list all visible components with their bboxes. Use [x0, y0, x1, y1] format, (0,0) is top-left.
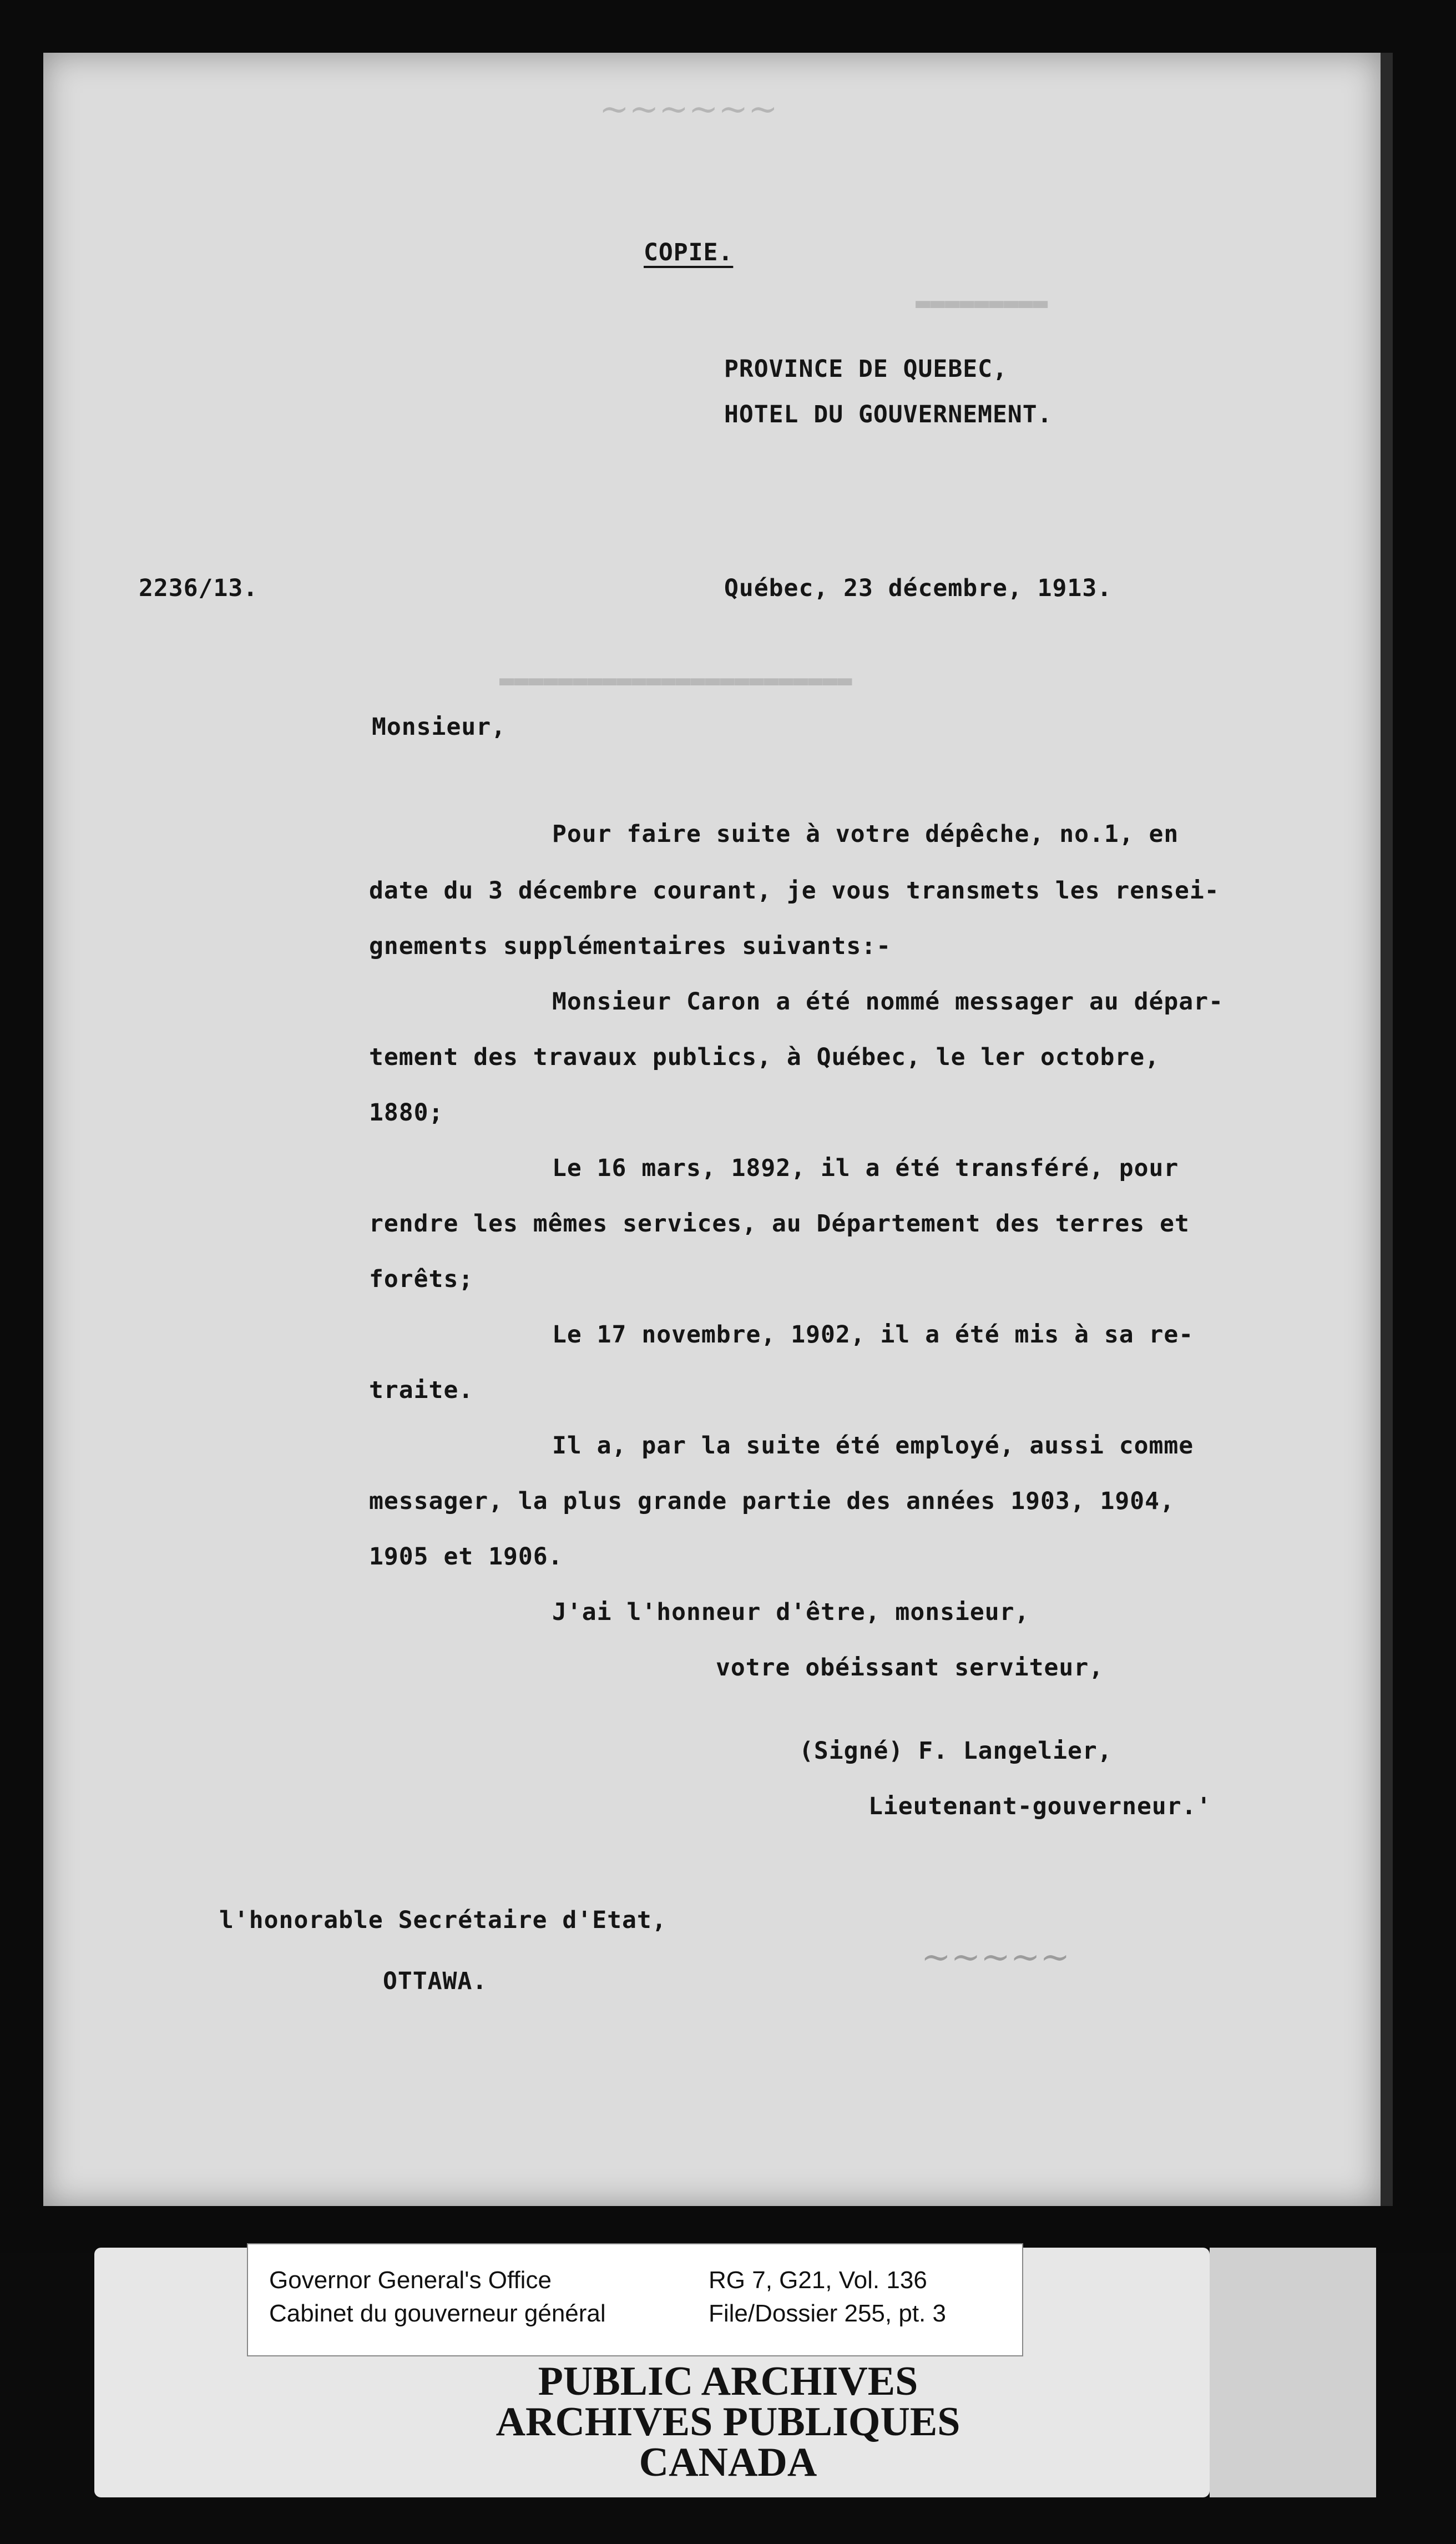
body-line: traite.	[369, 1376, 474, 1404]
body-line: forêts;	[369, 1265, 474, 1293]
sender-line-2: HOTEL DU GOUVERNEMENT.	[724, 401, 1053, 428]
body-line: gnements supplémentaires suivants:-	[369, 932, 892, 960]
show-through-text: ▬▬▬▬▬▬▬▬▬	[916, 289, 1048, 317]
office-french: Cabinet du gouverneur général	[269, 2300, 606, 2327]
archive-file: File/Dossier 255, pt. 3	[709, 2300, 946, 2327]
sender-line-1: PROVINCE DE QUEBEC,	[724, 355, 1008, 383]
body-line: Monsieur Caron a été nommé messager au dépar-	[552, 988, 1224, 1016]
salutation: Monsieur,	[372, 713, 506, 741]
body-line: messager, la plus grande partie des années 1903, 1904,	[369, 1487, 1175, 1515]
body-line: rendre les mêmes services, au Département des terres et	[369, 1210, 1190, 1238]
show-through-signature: ∼∼∼∼∼	[921, 1937, 1070, 1978]
stamp-line-3: CANADA	[639, 2440, 817, 2485]
body-line: 1905 et 1906.	[369, 1543, 563, 1571]
archive-reference: RG 7, G21, Vol. 136	[709, 2267, 927, 2294]
body-line: Le 16 mars, 1892, il a été transféré, pour	[552, 1154, 1179, 1182]
page-edge	[1381, 53, 1393, 2206]
addressee-line-2: OTTAWA.	[383, 1967, 488, 1995]
signature-title: Lieutenant-gouverneur.'	[868, 1793, 1212, 1820]
reference-number: 2236/13.	[139, 574, 259, 602]
body-line: Pour faire suite à votre dépêche, no.1, en	[552, 820, 1179, 848]
body-line: date du 3 décembre courant, je vous transmets les rensei-	[369, 877, 1220, 905]
closing-line: votre obéissant serviteur,	[716, 1654, 1104, 1682]
stamp-line-2: ARCHIVES PUBLIQUES	[496, 2399, 960, 2445]
body-line: Il a, par la suite été employé, aussi comme	[552, 1432, 1194, 1460]
show-through-text: ▬▬▬▬▬▬▬▬▬▬▬▬▬▬▬▬▬▬▬▬▬▬▬▬	[499, 666, 852, 694]
letter-page	[43, 53, 1381, 2206]
office-english: Governor General's Office	[269, 2267, 552, 2294]
letter-heading: COPIE.	[644, 239, 734, 266]
archive-reference-label	[247, 2243, 1023, 2356]
body-line: tement des travaux publics, à Québec, le ler octobre,	[369, 1043, 1160, 1071]
signature: (Signé) F. Langelier,	[799, 1737, 1113, 1765]
body-line: Le 17 novembre, 1902, il a été mis à sa re-	[552, 1321, 1194, 1349]
handwritten-mark: ~~~~~~	[599, 89, 778, 130]
letter-date: Québec, 23 décembre, 1913.	[724, 574, 1113, 602]
addressee-line-1: l'honorable Secrétaire d'Etat,	[219, 1906, 667, 1934]
closing-line: J'ai l'honneur d'être, monsieur,	[552, 1598, 1030, 1626]
body-line: 1880;	[369, 1099, 444, 1127]
stamp-line-1: PUBLIC ARCHIVES	[538, 2359, 918, 2404]
